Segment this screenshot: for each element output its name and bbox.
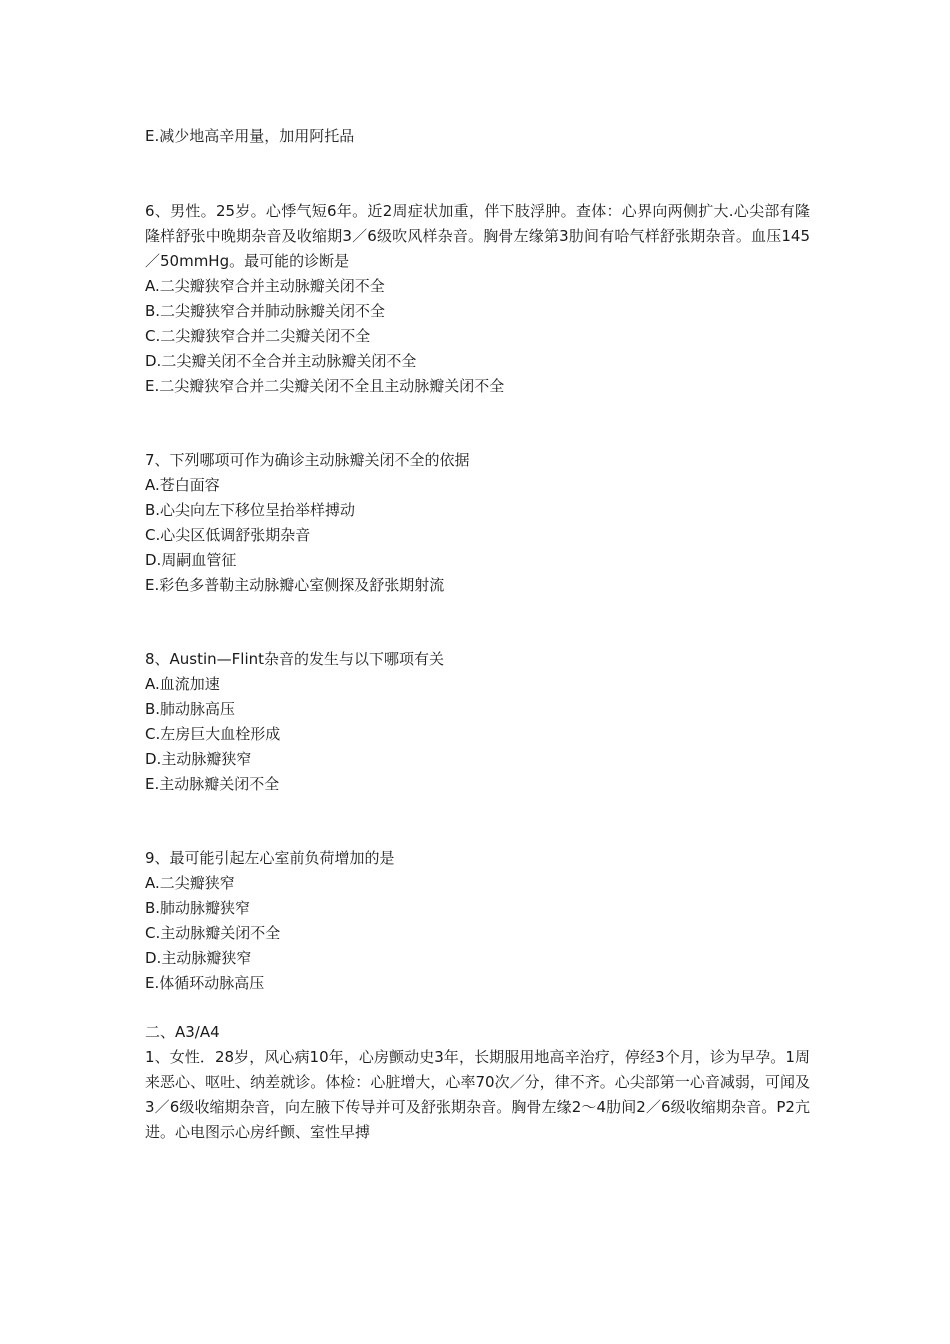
question-8 [145,647,810,797]
q6-option-d: D.二尖瓣关闭不全合并主动脉瓣关闭不全 [145,352,417,370]
q9-option-c: C.主动脉瓣关闭不全 [145,924,281,942]
section-a3-a4 [145,1020,810,1145]
q6-option-e: E.二尖瓣狭窄合并二尖瓣关闭不全且主动脉瓣关闭不全 [145,377,505,395]
q8-stem: 8、Austin—Flint杂音的发生与以下哪项有关 [145,650,445,668]
q8-option-e: E.主动脉瓣关闭不全 [145,775,280,793]
question-7 [145,448,810,598]
question-9 [145,846,810,996]
q8-option-b: B.肺动脉高压 [145,700,236,718]
section-heading: 二、A3/A4 [145,1023,220,1041]
q5-option-e: E.减少地高辛用量，加用阿托品 [145,127,355,145]
q7-option-c: C.心尖区低调舒张期杂音 [145,526,311,544]
question-6 [145,199,810,399]
q7-stem: 7、下列哪项可作为确诊主动脉瓣关闭不全的依据 [145,451,470,469]
q6-option-c: C.二尖瓣狭窄合并二尖瓣关闭不全 [145,327,371,345]
q8-option-c: C.左房巨大血栓形成 [145,725,281,743]
q9-option-a: A.二尖瓣狭窄 [145,874,235,892]
q9-option-d: D.主动脉瓣狭窄 [145,949,252,967]
q9-option-b: B.肺动脉瓣狭窄 [145,899,251,917]
q8-option-a: A.血流加速 [145,675,220,693]
q8-option-d: D.主动脉瓣狭窄 [145,750,252,768]
q7-option-b: B.心尖向左下移位呈抬举样搏动 [145,501,356,519]
q7-option-d: D.周嗣血管征 [145,551,237,569]
section2-q1-stem: 1、女性．28岁，风心病10年，心房颤动史3年，长期服用地高辛治疗，停经3个月，诊为早孕。1周来恶心、呕吐、纳差就诊。体检：心脏增大，心率70次／分，律不齐。心尖部第一心音减弱，可闻及3／6级收缩期杂音，向左腋下传导并可及舒张期杂音。胸骨左缘2～4肋间2／6级收缩期杂音。P2亢进。心电图示心房纤颤、室性早搏 [145,1048,810,1141]
q7-option-e: E.彩色多普勒主动脉瓣心室侧探及舒张期射流 [145,576,445,594]
q6-option-b: B.二尖瓣狭窄合并肺动脉瓣关闭不全 [145,302,386,320]
q6-stem: 6、男性。25岁。心悸气短6年。近2周症状加重，伴下肢浮肿。查体：心界向两侧扩大.心尖部有隆隆样舒张中晚期杂音及收缩期3／6级吹风样杂音。胸骨左缘第3肋间有哈气样舒张期杂音。血压145／50mmHg。最可能的诊断是 [145,202,810,270]
q6-option-a: A.二尖瓣狭窄合并主动脉瓣关闭不全 [145,277,385,295]
q7-option-a: A.苍白面容 [145,476,220,494]
q9-stem: 9、最可能引起左心室前负荷增加的是 [145,849,395,867]
q9-option-e: E.体循环动脉高压 [145,974,265,992]
